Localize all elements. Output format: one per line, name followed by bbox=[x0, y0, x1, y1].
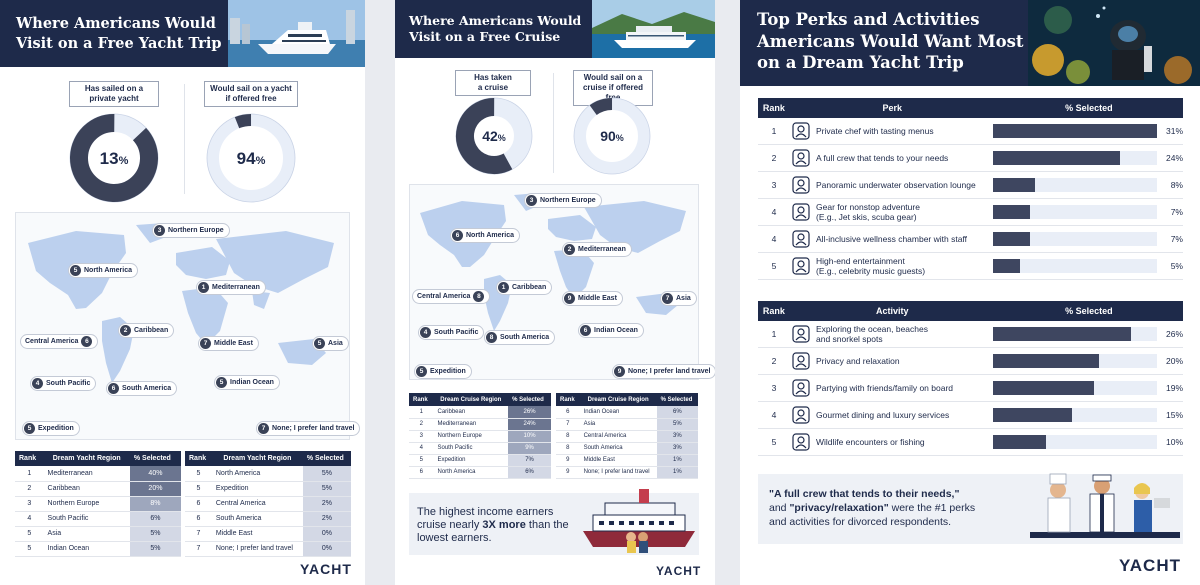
table-row bbox=[185, 526, 351, 541]
row-label: Gear for nonstop adventure (E.g., Jet skis, scuba gear) bbox=[816, 202, 920, 222]
rank-cell: 6 bbox=[556, 406, 580, 418]
music-icon bbox=[790, 256, 812, 276]
bar-track bbox=[993, 151, 1157, 165]
percent-cell: 40% bbox=[130, 466, 181, 481]
region-cell: South America bbox=[212, 511, 303, 526]
donut-divider-2 bbox=[553, 73, 554, 173]
underwater-lounge-icon bbox=[790, 175, 812, 195]
rank: 2 bbox=[771, 356, 777, 366]
rank: 4 bbox=[771, 207, 777, 217]
percent-cell: 2% bbox=[303, 511, 351, 526]
row-label: Wildlife encounters or fishing bbox=[816, 437, 925, 447]
table-row bbox=[15, 496, 181, 511]
percent-cell: 5% bbox=[303, 481, 351, 496]
region-cell: South Pacific bbox=[44, 511, 130, 526]
yacht-region-table-right: Rank Dream Yacht Region % Selected 5 North America 5% 5 Expedition 5% 6 Central America 2% 6 South America 2% 7 Middle East 0% 7 None; I prefer land travel 0% bbox=[185, 451, 351, 557]
region-cell: Expedition bbox=[434, 454, 509, 466]
party-icon bbox=[790, 378, 812, 398]
callout-expedition: 5 Expedition bbox=[22, 421, 80, 436]
region-cell: Central America bbox=[580, 430, 657, 442]
bar-fill bbox=[993, 435, 1046, 449]
ranked-row bbox=[758, 118, 1183, 145]
region-cell: Expedition bbox=[212, 481, 303, 496]
world-map-yacht bbox=[15, 212, 355, 440]
perks-panel bbox=[740, 0, 1200, 585]
bar-fill bbox=[993, 327, 1131, 341]
ranked-row bbox=[758, 321, 1183, 348]
row-label: Gourmet dining and luxury services bbox=[816, 410, 950, 420]
table-row bbox=[409, 406, 551, 418]
rank-cell: 3 bbox=[15, 496, 44, 511]
region-cell: South Pacific bbox=[434, 442, 509, 454]
percent-cell: 6% bbox=[657, 406, 698, 418]
row-percent: 8% bbox=[1170, 180, 1183, 190]
world-map-shapes-2 bbox=[410, 185, 700, 381]
donut2-label: Would sail on a yacht if offered free bbox=[204, 81, 298, 107]
callout2-mediterranean: 2 Mediterranean bbox=[562, 242, 632, 257]
bar-fill bbox=[993, 232, 1030, 246]
table-row bbox=[556, 430, 698, 442]
callout2-indian-ocean: 6 Indian Ocean bbox=[578, 323, 644, 338]
cruise-panel bbox=[395, 0, 715, 585]
callout2-south-america: 8 South America bbox=[484, 330, 555, 345]
table-row bbox=[556, 418, 698, 430]
rank-cell: 6 bbox=[185, 496, 212, 511]
rank-cell: 4 bbox=[15, 511, 44, 526]
bar-track bbox=[993, 178, 1157, 192]
region-cell: Caribbean bbox=[44, 481, 130, 496]
bar-fill bbox=[993, 354, 1099, 368]
table-row bbox=[556, 454, 698, 466]
region-cell: None; I prefer land travel bbox=[580, 466, 657, 478]
donut1-label: Has sailed on a private yacht bbox=[69, 81, 159, 107]
ranked-row bbox=[758, 375, 1183, 402]
bar-fill bbox=[993, 408, 1072, 422]
ranked-row bbox=[758, 348, 1183, 375]
ranked-row bbox=[758, 402, 1183, 429]
bar-fill bbox=[993, 124, 1157, 138]
table-row bbox=[556, 406, 698, 418]
rank: 2 bbox=[771, 153, 777, 163]
rank-cell: 5 bbox=[185, 466, 212, 481]
bar-track bbox=[993, 381, 1157, 395]
table-row bbox=[185, 496, 351, 511]
row-percent: 5% bbox=[1170, 261, 1183, 271]
rank: 5 bbox=[771, 437, 777, 447]
bar-fill bbox=[993, 381, 1094, 395]
yacht-photo bbox=[228, 0, 365, 67]
region-cell: Caribbean bbox=[434, 406, 509, 418]
rank: 1 bbox=[771, 126, 777, 136]
row-percent: 20% bbox=[1165, 356, 1183, 366]
rank-cell: 1 bbox=[15, 466, 44, 481]
income-note-text: The highest income earners cruise nearly 3X more than the lowest earners. bbox=[417, 506, 569, 544]
bar-fill bbox=[993, 178, 1035, 192]
activities-table bbox=[758, 301, 1183, 456]
region-cell: Indian Ocean bbox=[580, 406, 657, 418]
percent-cell: 6% bbox=[508, 466, 551, 478]
callout2-expedition: 5 Expedition bbox=[414, 364, 472, 379]
row-percent: 15% bbox=[1165, 410, 1183, 420]
rank-cell: 1 bbox=[409, 406, 434, 418]
percent-cell: 5% bbox=[303, 466, 351, 481]
region-cell: Asia bbox=[44, 526, 130, 541]
region-cell: Indian Ocean bbox=[44, 541, 130, 556]
ranked-row bbox=[758, 145, 1183, 172]
table-row bbox=[409, 466, 551, 478]
rank: 3 bbox=[771, 383, 777, 393]
callout-north-america: 5 North America bbox=[68, 263, 138, 278]
chef-icon bbox=[790, 121, 812, 141]
rank-cell: 6 bbox=[185, 511, 212, 526]
donut-divider bbox=[184, 84, 185, 194]
bar-track bbox=[993, 408, 1157, 422]
row-percent: 7% bbox=[1170, 207, 1183, 217]
panel3-title: Top Perks and Activities Americans Would Want Most on a Dream Yacht Trip bbox=[757, 10, 1024, 72]
table-row bbox=[556, 466, 698, 478]
scuba-diver-photo bbox=[1028, 0, 1200, 86]
callout2-northern-europe: 3 Northern Europe bbox=[524, 193, 602, 208]
donut1-value: 13% bbox=[99, 149, 129, 168]
rank: 5 bbox=[771, 261, 777, 271]
bar-track bbox=[993, 124, 1157, 138]
donut3-value: 42% bbox=[482, 128, 506, 144]
cruise-region-table-left: Rank Dream Cruise Region % Selected 1 Caribbean 26% 2 Mediterranean 24% 3 Northern Europe 10% 4 South Pacific 9% 5 Expedition 7% 6 North America 6% bbox=[409, 393, 551, 479]
rank-cell: 7 bbox=[185, 526, 212, 541]
callout-south-america: 6 South America bbox=[106, 381, 177, 396]
bar-track bbox=[993, 354, 1157, 368]
region-cell: Asia bbox=[580, 418, 657, 430]
callout-central-america: Central America 6 bbox=[20, 334, 98, 349]
bar-track bbox=[993, 327, 1157, 341]
percent-cell: 1% bbox=[657, 454, 698, 466]
bar-track bbox=[993, 205, 1157, 219]
row-label: A full crew that tends to your needs bbox=[816, 153, 949, 163]
callout-indian-ocean: 5 Indian Ocean bbox=[214, 375, 280, 390]
table-row bbox=[185, 481, 351, 496]
region-cell: Mediterranean bbox=[44, 466, 130, 481]
callout2-none-land-travel: 9 None; I prefer land travel bbox=[612, 364, 715, 379]
percent-cell: 5% bbox=[657, 418, 698, 430]
wellness-icon bbox=[790, 229, 812, 249]
ranked-row bbox=[758, 199, 1183, 226]
donut2-value: 94% bbox=[236, 149, 266, 168]
table-row bbox=[409, 418, 551, 430]
rank-cell: 8 bbox=[556, 430, 580, 442]
callout2-middle-east: 9 Middle East bbox=[562, 291, 623, 306]
callout-south-pacific: 4 South Pacific bbox=[30, 376, 96, 391]
row-label: Exploring the ocean, beaches and snorkel spots bbox=[816, 324, 928, 344]
percent-cell: 1% bbox=[657, 466, 698, 478]
row-percent: 19% bbox=[1165, 383, 1183, 393]
rank-cell: 7 bbox=[185, 541, 212, 556]
yacht-trip-panel bbox=[0, 0, 365, 585]
row-percent: 7% bbox=[1170, 234, 1183, 244]
rank: 4 bbox=[771, 234, 777, 244]
ranked-row bbox=[758, 226, 1183, 253]
callout-middle-east: 7 Middle East bbox=[198, 336, 259, 351]
callout-none-land-travel: 7 None; I prefer land travel bbox=[256, 421, 360, 436]
cruise-ship-photo bbox=[592, 0, 715, 58]
ranked-row bbox=[758, 429, 1183, 456]
table-row bbox=[409, 454, 551, 466]
rank-cell: 5 bbox=[15, 526, 44, 541]
percent-cell: 7% bbox=[508, 454, 551, 466]
beach-icon bbox=[790, 324, 812, 344]
rank: 1 bbox=[771, 329, 777, 339]
table-row bbox=[185, 541, 351, 556]
row-percent: 10% bbox=[1165, 437, 1183, 447]
percent-cell: 8% bbox=[130, 496, 181, 511]
table-row bbox=[409, 430, 551, 442]
perks-header-row: Rank Perk % Selected bbox=[758, 98, 1183, 118]
row-percent: 24% bbox=[1165, 153, 1183, 163]
crew-illustration bbox=[1030, 464, 1180, 544]
relax-icon bbox=[790, 351, 812, 371]
table-row bbox=[556, 442, 698, 454]
table-row bbox=[15, 466, 181, 481]
rank-cell: 2 bbox=[15, 481, 44, 496]
percent-cell: 20% bbox=[130, 481, 181, 496]
callout-caribbean: 2 Caribbean bbox=[118, 323, 174, 338]
percent-cell: 26% bbox=[508, 406, 551, 418]
region-cell: South America bbox=[580, 442, 657, 454]
ranked-row bbox=[758, 253, 1183, 280]
row-label: Privacy and relaxation bbox=[816, 356, 900, 366]
percent-cell: 10% bbox=[508, 430, 551, 442]
activities-header-row: Rank Activity % Selected bbox=[758, 301, 1183, 321]
table-row bbox=[15, 526, 181, 541]
rank-cell: 9 bbox=[556, 466, 580, 478]
percent-cell: 6% bbox=[130, 511, 181, 526]
region-cell: Middle East bbox=[580, 454, 657, 466]
row-label: Private chef with tasting menus bbox=[816, 126, 934, 136]
region-cell: Northern Europe bbox=[44, 496, 130, 511]
rank: 3 bbox=[771, 180, 777, 190]
percent-cell: 5% bbox=[130, 526, 181, 541]
dining-icon bbox=[790, 405, 812, 425]
region-cell: Mediterranean bbox=[434, 418, 509, 430]
donut3-label: Has taken a cruise bbox=[455, 70, 531, 96]
percent-cell: 3% bbox=[657, 442, 698, 454]
crew-icon bbox=[790, 148, 812, 168]
bar-fill bbox=[993, 205, 1030, 219]
region-cell: Middle East bbox=[212, 526, 303, 541]
bar-track bbox=[993, 232, 1157, 246]
rank-cell: 5 bbox=[15, 541, 44, 556]
row-label: High-end entertainment (E.g., celebrity music guests) bbox=[816, 256, 926, 276]
panel2-title: Where Americans Would Visit on a Free Cruise bbox=[409, 13, 582, 44]
rank-cell: 4 bbox=[409, 442, 434, 454]
rank-cell: 7 bbox=[556, 418, 580, 430]
bar-fill bbox=[993, 259, 1020, 273]
region-cell: North America bbox=[434, 466, 509, 478]
row-percent: 31% bbox=[1165, 126, 1183, 136]
fishing-icon bbox=[790, 432, 812, 452]
table-row bbox=[15, 511, 181, 526]
table-row bbox=[185, 511, 351, 526]
panel1-title: Where Americans Would Visit on a Free Yacht Trip bbox=[16, 15, 222, 52]
rank-cell: 2 bbox=[409, 418, 434, 430]
rank-cell: 6 bbox=[409, 466, 434, 478]
world-map-shapes bbox=[16, 213, 351, 441]
region-cell: North America bbox=[212, 466, 303, 481]
rank-cell: 8 bbox=[556, 442, 580, 454]
percent-cell: 9% bbox=[508, 442, 551, 454]
bar-track bbox=[993, 435, 1157, 449]
income-note-box bbox=[409, 493, 699, 555]
rank-cell: 5 bbox=[409, 454, 434, 466]
table-row bbox=[185, 466, 351, 481]
perks-logo: YACHT bbox=[1119, 556, 1181, 575]
percent-cell: 3% bbox=[657, 430, 698, 442]
region-cell: None; I prefer land travel bbox=[212, 541, 303, 556]
percent-cell: 2% bbox=[303, 496, 351, 511]
donut4-label: Would sail on a cruise if offered free bbox=[573, 70, 653, 106]
rank-cell: 3 bbox=[409, 430, 434, 442]
table-row bbox=[15, 541, 181, 556]
rank-cell: 5 bbox=[185, 481, 212, 496]
row-label: Panoramic underwater observation lounge bbox=[816, 180, 976, 190]
cruise-region-table-right: Rank Dream Cruise Region % Selected 6 Indian Ocean 6% 7 Asia 5% 8 Central America 3% 8 South America 3% 9 Middle East 1% 9 None; I prefer land travel 1% bbox=[556, 393, 698, 479]
row-percent: 26% bbox=[1165, 329, 1183, 339]
bar-fill bbox=[993, 151, 1120, 165]
row-label: All-inclusive wellness chamber with staff bbox=[816, 234, 968, 244]
world-map-cruise bbox=[409, 184, 711, 380]
yacht-region-table-left: Rank Dream Yacht Region % Selected 1 Mediterranean 40% 2 Caribbean 20% 3 Northern Europe 8% 4 South Pacific 6% 5 Asia 5% 5 Indian Ocean 5% bbox=[15, 451, 181, 557]
ranked-row bbox=[758, 172, 1183, 199]
quote-text: "A full crew that tends to their needs," and "privacy/relaxation" were the #1 perks and activities for divorced respondents. bbox=[769, 488, 976, 528]
percent-cell: 0% bbox=[303, 541, 351, 556]
callout-asia: 5 Asia bbox=[312, 336, 349, 351]
rank: 4 bbox=[771, 410, 777, 420]
cruise-logo: YACHT bbox=[656, 564, 702, 578]
region-cell: Central America bbox=[212, 496, 303, 511]
cruise-ship-illustration bbox=[579, 485, 699, 555]
row-label: Partying with friends/family on board bbox=[816, 383, 954, 393]
callout2-asia: 7 Asia bbox=[660, 291, 697, 306]
table-row bbox=[409, 442, 551, 454]
divorced-respondents-quote bbox=[758, 474, 1183, 544]
perks-table bbox=[758, 98, 1183, 280]
scuba-mask-icon bbox=[790, 202, 812, 222]
percent-cell: 24% bbox=[508, 418, 551, 430]
bar-track bbox=[993, 259, 1157, 273]
region-cell: Northern Europe bbox=[434, 430, 509, 442]
callout-mediterranean: 1 Mediterranean bbox=[196, 280, 266, 295]
callout2-south-pacific: 4 South Pacific bbox=[418, 325, 484, 340]
percent-cell: 0% bbox=[303, 526, 351, 541]
callout2-north-america: 6 North America bbox=[450, 228, 520, 243]
yacht-logo: YACHT bbox=[300, 561, 352, 577]
donut4-value: 90% bbox=[600, 128, 624, 144]
callout-northern-europe: 3 Northern Europe bbox=[152, 223, 230, 238]
rank-cell: 9 bbox=[556, 454, 580, 466]
callout2-caribbean: 1 Caribbean bbox=[496, 280, 552, 295]
callout2-central-america: Central America 8 bbox=[412, 289, 490, 304]
percent-cell: 5% bbox=[130, 541, 181, 556]
table-row bbox=[15, 481, 181, 496]
